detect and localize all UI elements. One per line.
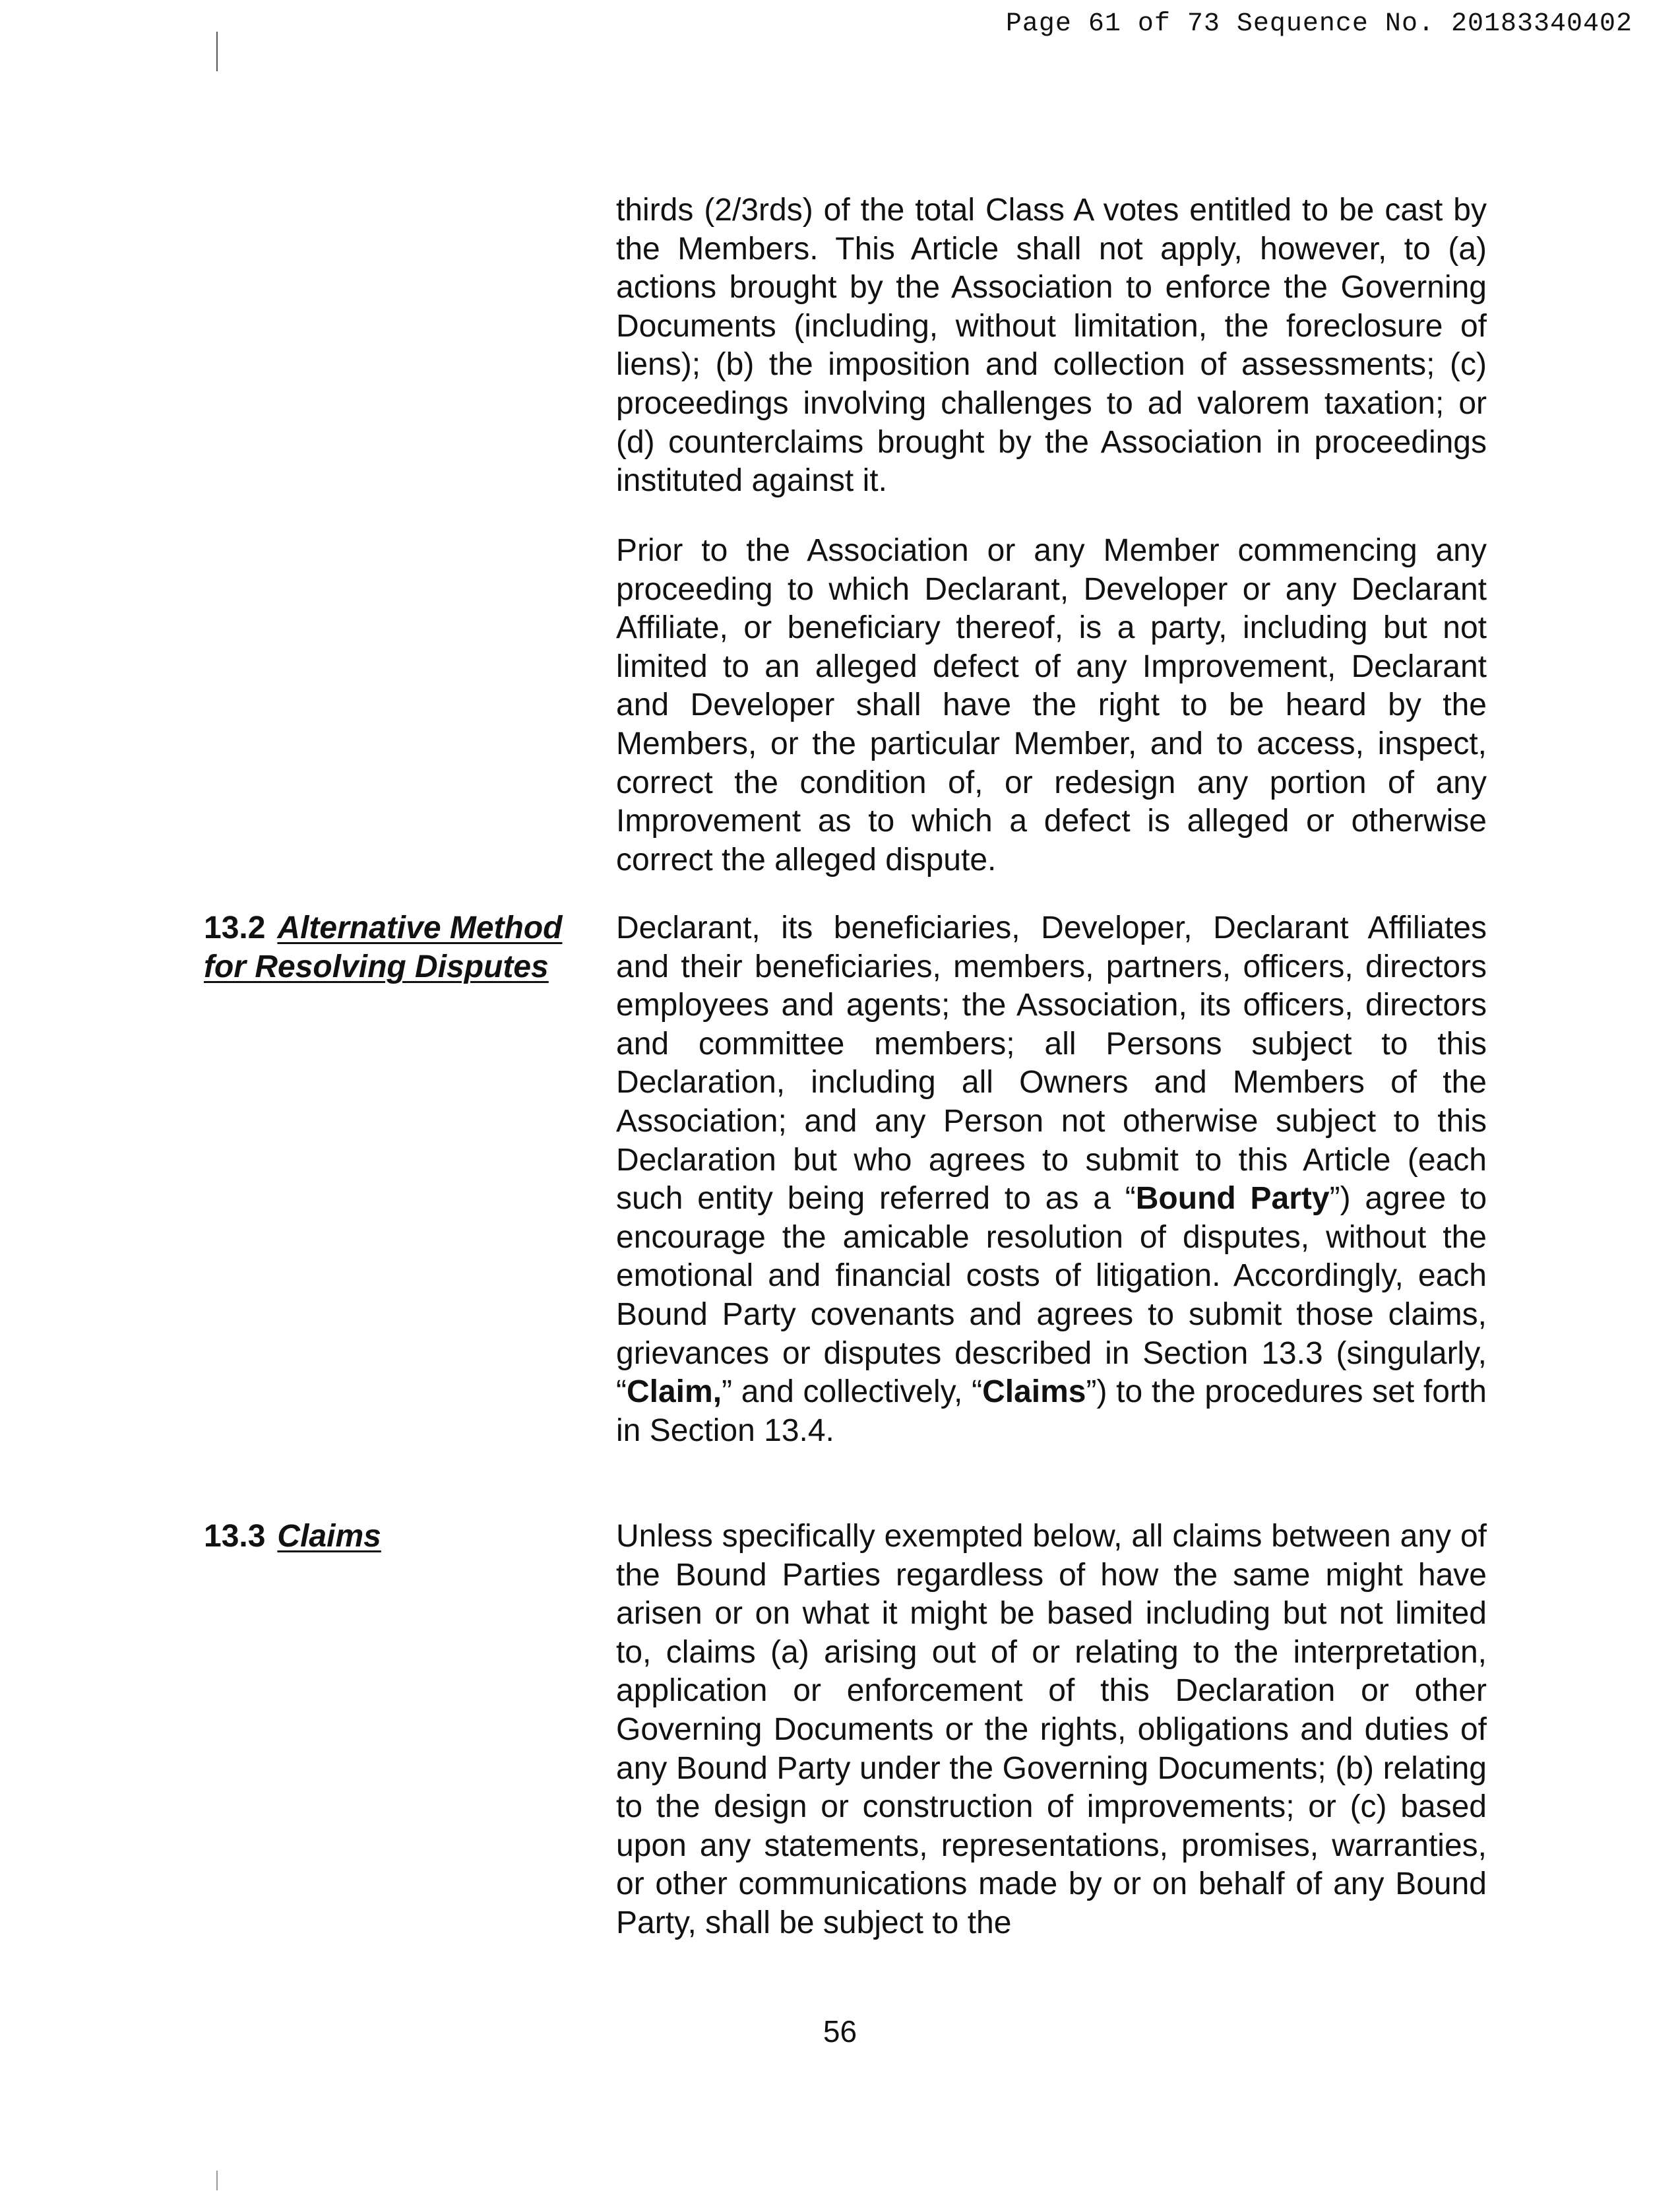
defined-term-claim: Claim, <box>626 1374 722 1410</box>
paragraph-text: Declarant, its beneficiaries, Developer, Declarant Affiliates and their beneficiaries, members, partners, officers, directors employees and agents; the Association, its officers, directors and committee members; all Persons subject to this Declaration, including all Owners and Members of the Association; and any Person not otherwise subject to this Declaration but who agrees to submit to this Article (each such entity being referred to as a “Bound Party”) agree to encourage the amicable resolution of disputes, without the emotional and financial costs of litigation. Accordingly, each Bound Party covenants and agrees to submit those claims, grievances or disputes described in Section 13.3 (singularly, “Claim,” and collectively, “Claims”) to the procedures set forth in Section 13.4. <box>616 910 1487 1448</box>
defined-term-bound-party: Bound Party <box>1135 1181 1330 1217</box>
paragraph-text: Unless specifically exempted below, all claims between any of the Bound Parties regardless of how the same might have arisen or on what it might be based including but not limited to, claims (a) arising out of or relating to the interpretation, application or enforcement of this Declaration or other Governing Documents or the rights, obligations and duties of any Bound Party under the Governing Documents; (b) relating to the design or construction of improvements; or (c) based upon any statements, representations, promises, warranties, or other communications made by or on behalf of any Bound Party, shall be subject to the <box>616 1519 1487 1940</box>
page-sequence-stamp: Page 61 of 73 Sequence No. 20183340402 <box>1005 9 1633 39</box>
section-title: Claims <box>277 1519 381 1554</box>
paragraph-article-exceptions <box>616 191 1487 501</box>
paragraph-claims-definition <box>616 1517 1487 1943</box>
section-heading-13-3 <box>204 1517 573 1556</box>
defined-term-claims: Claims <box>982 1374 1086 1410</box>
scan-margin-mark <box>216 2171 218 2190</box>
paragraph-bound-parties <box>616 909 1487 1450</box>
paragraph-text: Prior to the Association or any Member commencing any proceeding to which Declarant, Developer or any Declarant Affiliate, or beneficiary thereof, is a party, including but not limited to an alleged defect of any Improvement, Declarant and Developer shall have the right to be heard by the Members, or the particular Member, and to access, inspect, correct the condition of, or redesign any portion of any Improvement as to which a defect is alleged or otherwise correct the alleged dispute. <box>616 533 1487 877</box>
section-heading-13-2 <box>204 909 573 986</box>
page-number: 56 <box>823 2014 857 2049</box>
paragraph-text: thirds (2/3rds) of the total Class A votes entitled to be cast by the Members. This Article shall not apply, however, to (a) actions brought by the Association to enforce the Governing Documents (including, without limitation, the foreclosure of liens); (b) the imposition and collection of assessments; (c) proceedings involving challenges to ad valorem taxation; or (d) counterclaims brought by the Association in proceedings instituted against it. <box>616 193 1487 499</box>
scan-margin-mark <box>216 32 218 71</box>
paragraph-declarant-right-to-be-heard <box>616 532 1487 879</box>
section-title: Alternative Method for Resolving Disputes <box>204 910 563 984</box>
section-number: 13.3 <box>204 1519 266 1554</box>
section-number: 13.2 <box>204 910 266 945</box>
